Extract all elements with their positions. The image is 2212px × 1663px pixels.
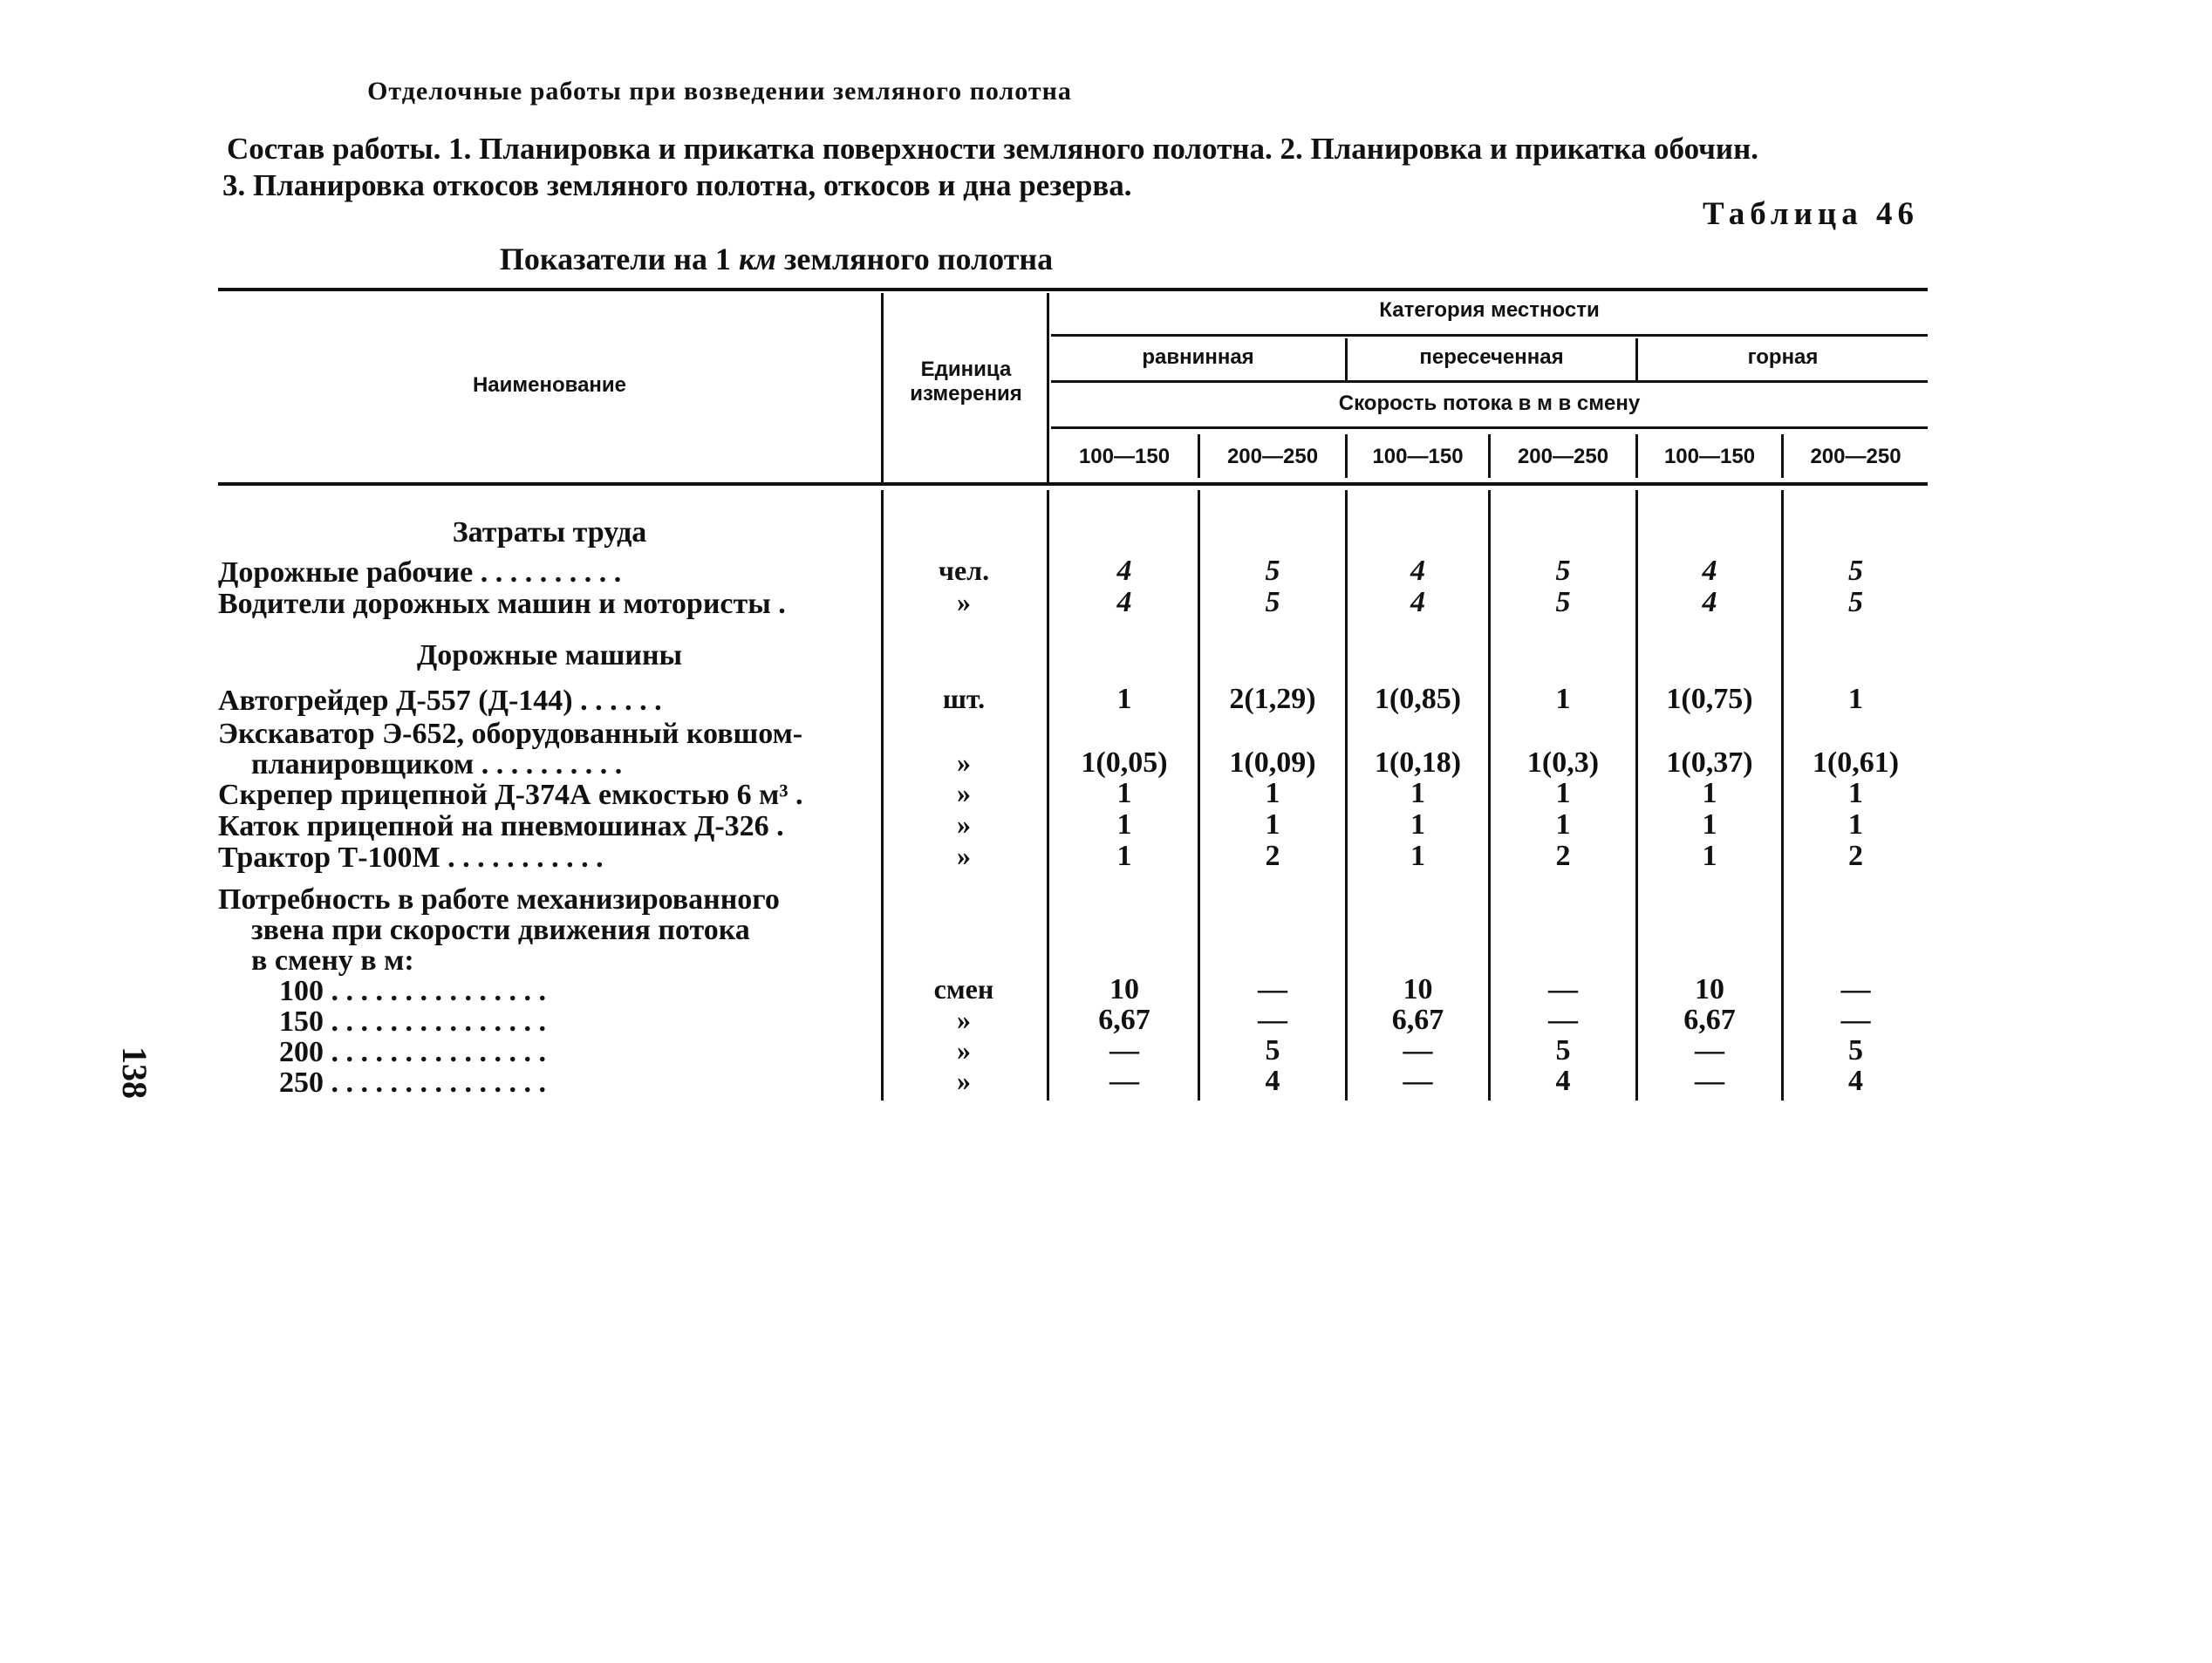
row-s150-number: 150 xyxy=(279,1005,324,1038)
cell-s100-1: 10 xyxy=(1109,973,1139,1005)
cell-s100-6: — xyxy=(1840,973,1871,1005)
row-s200-unit: » xyxy=(957,1034,971,1066)
cell-s250-2: 4 xyxy=(1265,1065,1280,1097)
table-caption xyxy=(0,241,1553,277)
row-excavator-label-1: Экскаватор Э-652, оборудованный ковшом- xyxy=(218,718,803,750)
cell-s250-1: — xyxy=(1109,1065,1139,1097)
row-s250-number: 250 xyxy=(279,1067,324,1099)
row-s250-dots: . . . . . . . . . . . . . . . xyxy=(331,1067,546,1099)
row-roller-label: Каток прицепной на пневмошинах Д-326 . xyxy=(218,810,784,842)
cell-s100-3: 10 xyxy=(1403,973,1433,1005)
cell-workers-1: 4 xyxy=(1116,555,1132,587)
cell-grader-2: 2(1,29) xyxy=(1229,683,1316,715)
cell-tractor-4: 2 xyxy=(1555,840,1571,872)
cell-s150-1: 6,67 xyxy=(1098,1004,1150,1036)
composition-line-2: 3. Планировка откосов земляного полотна, откосов и дна резерва. xyxy=(222,168,1132,202)
cell-excavator-6: 1(0,61) xyxy=(1812,746,1900,779)
row-need-label-1: Потребность в работе механизированного xyxy=(218,883,780,916)
cell-tractor-5: 1 xyxy=(1702,840,1717,872)
header-category-rough: пересеченная xyxy=(1419,345,1564,369)
cell-scraper-4: 1 xyxy=(1555,777,1571,809)
header-speed-5: 100—150 xyxy=(1663,445,1756,468)
row-s150-unit: » xyxy=(957,1004,971,1035)
row-tractor-label: Трактор Т-100М . . . . . . . . . . . xyxy=(218,842,604,874)
cell-drivers-6: 5 xyxy=(1848,586,1863,618)
row-roller-unit: » xyxy=(957,808,971,840)
header-speed-2: 200—250 xyxy=(1226,445,1319,468)
cell-s150-4: — xyxy=(1548,1004,1578,1036)
cell-drivers-2: 5 xyxy=(1265,586,1280,618)
row-grader-unit: шт. xyxy=(942,683,986,714)
col-divider-unit xyxy=(1047,293,1049,483)
cell-tractor-1: 1 xyxy=(1116,840,1132,872)
cell-s100-5: 10 xyxy=(1695,973,1724,1005)
header-category-flat: равнинная xyxy=(1142,345,1254,369)
cell-workers-3: 4 xyxy=(1410,555,1425,587)
caption-unit: км xyxy=(738,242,776,276)
row-s100-unit: смен xyxy=(933,973,994,1005)
row-s200-label xyxy=(279,1036,546,1069)
cell-tractor-6: 2 xyxy=(1848,840,1863,872)
cell-workers-4: 5 xyxy=(1555,555,1571,587)
cell-scraper-1: 1 xyxy=(1116,777,1132,809)
cell-s150-3: 6,67 xyxy=(1391,1004,1444,1036)
row-s250-unit: » xyxy=(957,1065,971,1096)
speed-rule xyxy=(1051,426,1928,429)
composition-line-1: 1. Планировка и прикатка поверхности земляного полотна. 2. Планировка и прикатка обочин. xyxy=(448,132,1758,166)
row-s100-number: 100 xyxy=(279,975,324,1007)
row-s200-number: 200 xyxy=(279,1036,324,1068)
row-tractor-unit: » xyxy=(957,840,971,871)
cell-s250-3: — xyxy=(1403,1065,1433,1097)
cell-roller-4: 1 xyxy=(1555,808,1571,841)
cell-roller-3: 1 xyxy=(1410,808,1425,841)
cell-excavator-4: 1(0,3) xyxy=(1526,746,1600,779)
cell-grader-1: 1 xyxy=(1116,683,1132,715)
cell-scraper-2: 1 xyxy=(1265,777,1280,809)
cell-roller-5: 1 xyxy=(1702,808,1717,841)
table-number: Таблица 46 xyxy=(1703,196,1919,232)
cell-excavator-2: 1(0,09) xyxy=(1229,746,1316,779)
cell-workers-5: 4 xyxy=(1702,555,1717,587)
header-name: Наименование xyxy=(472,373,627,397)
subcategory-rule xyxy=(1051,380,1928,383)
cell-roller-2: 1 xyxy=(1265,808,1280,841)
cell-tractor-2: 2 xyxy=(1265,840,1280,872)
cell-s150-6: — xyxy=(1840,1004,1871,1036)
table-top-rule xyxy=(218,288,1928,291)
header-speed-1: 100—150 xyxy=(1078,445,1171,468)
cell-roller-1: 1 xyxy=(1116,808,1132,841)
cell-s150-2: — xyxy=(1258,1004,1287,1036)
cell-s200-4: 5 xyxy=(1555,1034,1571,1067)
row-s100-dots: . . . . . . . . . . . . . . . xyxy=(331,975,546,1007)
header-unit: Единица измерения xyxy=(910,358,1022,406)
cell-grader-6: 1 xyxy=(1848,683,1863,715)
cell-s200-5: — xyxy=(1695,1034,1724,1067)
cell-excavator-1: 1(0,05) xyxy=(1081,746,1168,779)
row-s150-dots: . . . . . . . . . . . . . . . xyxy=(331,1005,546,1038)
cell-s100-2: — xyxy=(1258,973,1287,1005)
caption-before: Показатели на 1 xyxy=(499,242,739,276)
cell-s200-2: 5 xyxy=(1265,1034,1280,1067)
row-excavator-unit: » xyxy=(957,746,971,778)
cell-drivers-4: 5 xyxy=(1555,586,1571,618)
cell-grader-4: 1 xyxy=(1555,683,1571,715)
row-s250-label xyxy=(279,1067,546,1100)
cell-grader-5: 1(0,75) xyxy=(1666,683,1753,715)
cell-excavator-3: 1(0,18) xyxy=(1374,746,1462,779)
header-speed-6: 200—250 xyxy=(1810,445,1901,468)
cell-scraper-5: 1 xyxy=(1702,777,1717,809)
composition-lead: Состав работы. xyxy=(227,132,441,166)
cell-workers-6: 5 xyxy=(1848,555,1863,587)
row-need-label-3: в смену в м: xyxy=(251,944,414,977)
row-s100-label xyxy=(279,975,546,1008)
row-excavator-label-2: планировщиком . . . . . . . . . . xyxy=(251,748,623,780)
cell-scraper-6: 1 xyxy=(1848,777,1863,809)
cell-drivers-3: 4 xyxy=(1410,586,1425,618)
col-divider-name xyxy=(881,293,884,483)
cell-workers-2: 5 xyxy=(1265,555,1280,587)
cell-s200-1: — xyxy=(1109,1034,1139,1067)
cell-s250-6: 4 xyxy=(1848,1065,1863,1097)
body-col-2 xyxy=(1047,490,1049,1101)
header-category-mountain: горная xyxy=(1747,345,1819,369)
cell-s250-5: — xyxy=(1695,1065,1724,1097)
cell-tractor-3: 1 xyxy=(1410,840,1425,872)
header-speed: Скорость потока в м в смену xyxy=(1338,392,1641,415)
row-need-label-2: звена при скорости движения потока xyxy=(251,914,750,946)
row-workers-unit: чел. xyxy=(938,555,990,586)
row-grader-label: Автогрейдер Д-557 (Д-144) . . . . . . xyxy=(218,685,662,717)
header-speed-3: 100—150 xyxy=(1372,445,1464,468)
section-machines: Дорожные машины xyxy=(416,639,683,671)
section-labor: Затраты труда xyxy=(452,516,647,549)
row-workers-label: Дорожные рабочие . . . . . . . . . . xyxy=(218,556,622,589)
page-title: Отделочные работы при возведении земляного полотна xyxy=(367,77,1072,106)
cell-s200-6: 5 xyxy=(1848,1034,1863,1067)
cell-s250-4: 4 xyxy=(1555,1065,1571,1097)
header-bottom-rule xyxy=(218,482,1928,486)
cell-grader-3: 1(0,85) xyxy=(1374,683,1462,715)
body-col-1 xyxy=(881,490,884,1101)
cell-scraper-3: 1 xyxy=(1410,777,1425,809)
cell-s150-5: 6,67 xyxy=(1683,1004,1736,1036)
row-s200-dots: . . . . . . . . . . . . . . . xyxy=(331,1036,546,1068)
cell-drivers-1: 4 xyxy=(1116,586,1132,618)
row-scraper-unit: » xyxy=(957,777,971,808)
cell-s200-3: — xyxy=(1403,1034,1433,1067)
category-rule xyxy=(1051,334,1928,337)
header-category: Категория местности xyxy=(1379,298,1600,322)
header-speed-4: 200—250 xyxy=(1517,445,1609,468)
cell-drivers-5: 4 xyxy=(1702,586,1717,618)
page-number: 138 xyxy=(115,1046,154,1099)
cell-s100-4: — xyxy=(1548,973,1578,1005)
cell-roller-6: 1 xyxy=(1848,808,1863,841)
row-drivers-unit: » xyxy=(957,586,971,617)
work-composition xyxy=(222,131,1928,204)
row-s150-label xyxy=(279,1005,546,1039)
row-drivers-label: Водители дорожных машин и мотористы . xyxy=(218,588,786,620)
caption-after: земляного полотна xyxy=(775,242,1054,276)
row-scraper-label: Скрепер прицепной Д-374А емкостью 6 м³ . xyxy=(218,779,803,811)
cell-excavator-5: 1(0,37) xyxy=(1666,746,1753,779)
